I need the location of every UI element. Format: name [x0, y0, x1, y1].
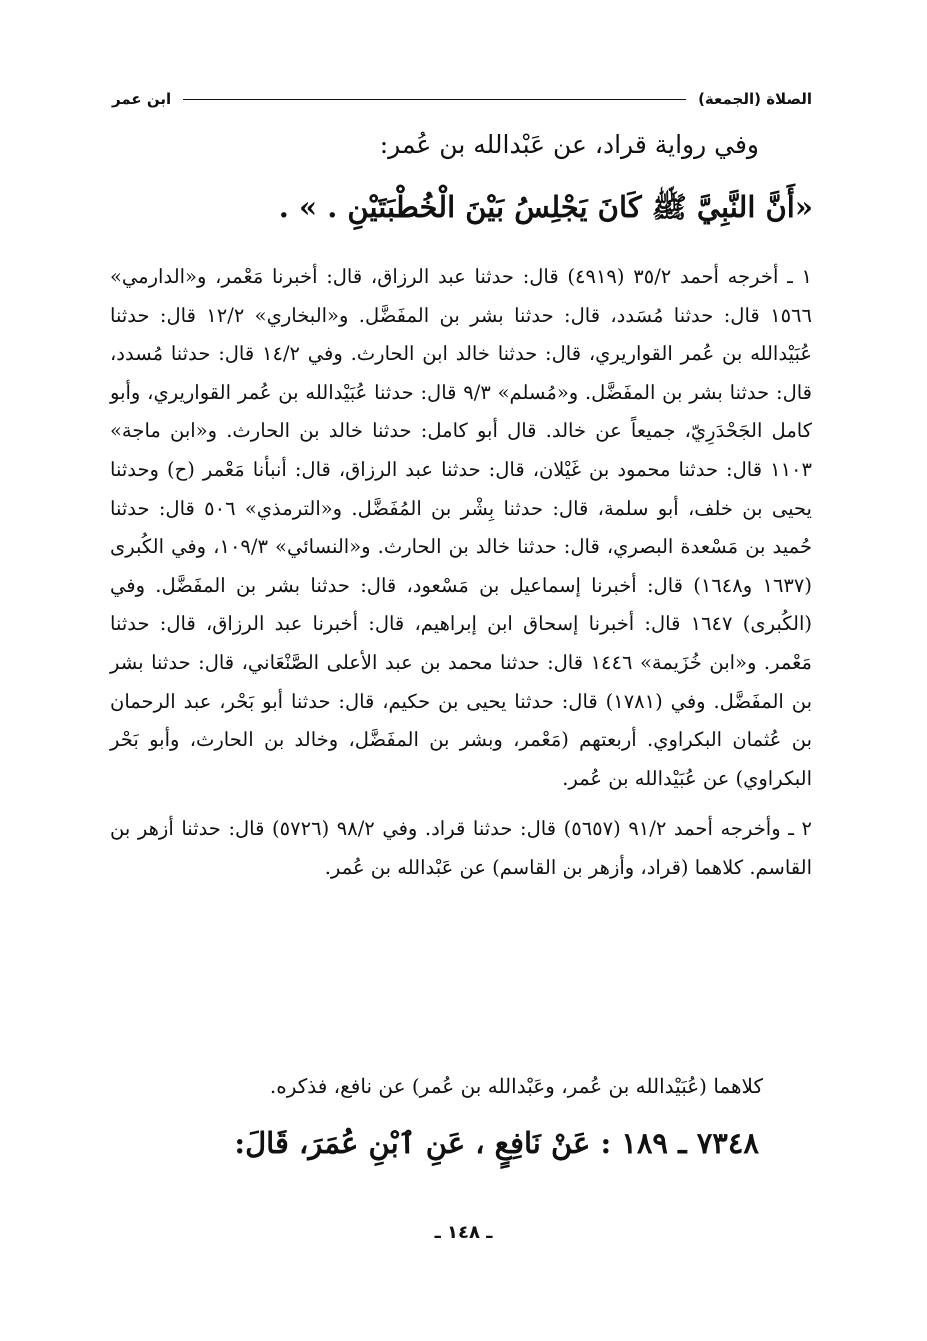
section-title: ابن عمر: [112, 90, 172, 108]
hadith-heading: ٧٣٤٨ ـ ١٨٩ : عَنْ نَافِعٍ ، عَنِ ٱبْنِ عُمَرَ، قَالَ:: [234, 1126, 759, 1160]
page-number: ـ ١٤٨ ـ: [434, 1222, 493, 1243]
running-header: [112, 86, 812, 112]
narration-intro: وفي رواية قراد، عن عَبْدالله بن عُمر:: [379, 130, 759, 159]
footnote-2: ٢ ـ وأخرجه أحمد ٩١/٢ (٥٦٥٧) قال: حدثنا قراد. وفي ٩٨/٢ (٥٧٢٦) قال: حدثنا أزهر بن القاسم. كلاهما (قراد، وأزهر بن القاسم) عن عَبْدالله بن عُمر.: [110, 817, 813, 879]
hadith-quote: «أَنَّ النَّبِيَّ ﷺ كَانَ يَجْلِسُ بَيْنَ الْخُطْبَتَيْنِ . » .: [278, 190, 813, 224]
isnad-summary: كلاهما (عُبَيْدالله بن عُمر، وعَبْدالله بن عُمر) عن نافع، فذكره.: [269, 1074, 763, 1098]
footnotes: [110, 258, 812, 888]
footnote-1: ١ ـ أخرجه أحمد ٣٥/٢ (٤٩١٩) قال: حدثنا عبد الرزاق، قال: أخبرنا مَعْمر، و«الدارمي» ١٥٦٦ قال: حدثنا مُسَدد، قال: حدثنا بشر بن المفَضَّل. و«البخاري» ١٢/٢ قال: حدثنا عُبَيْدالله بن عُمر القواريري، قال: حدثنا خالد ابن الحارث. وفي ١٤/٢ قال: حدثنا مُسدد، قال: حدثنا بشر بن المفَضَّل. و«مُسلم» ٩/٣ قال: حدثنا عُبَيْدالله بن عُمر القواريري، وأبو كامل الجَحْدَرِيّ، جميعاً عن خالد. قال أبو كامل: حدثنا خالد بن الحارث. و«ابن ماجة» ١١٠٣ قال: حدثنا محمود بن غَيْلان، قال: حدثنا عبد الرزاق، قال: أنبأنا مَعْمر (ح) وحدثنا يحيى بن خلف، أبو سلمة، قال: حدثنا بِشْر بن المُفَضَّل. و«الترمذي» ٥٠٦ قال: حدثنا حُميد بن مَسْعدة البصري، قال: حدثنا خالد بن الحارث. و«النسائي» ١٠٩/٣، وفي الكُبرى (١٦٣٧ و١٦٤٨) قال: أخبرنا إسماعيل بن مَسْعود، قال: حدثنا بشر بن المفَضَّل. وفي (الكُبرى) ١٦٤٧ قال: أخبرنا إسحاق ابن إبراهيم، قال: أخبرنا عبد الرزاق، قال: حدثنا مَعْمر. و«ابن خُزَيمة» ١٤٤٦ قال: حدثنا محمد بن عبد الأعلى الصَّنْعَاني، قال: حدثنا بشر بن المفَضَّل. وفي (١٧٨١) قال: حدثنا يحيى بن حكيم، قال: حدثنا أبو بَحْر، عبد الرحمان بن عُثمان البكراوي. أربعتهم (مَعْمر، وبشر بن المفَضَّل، وخالد بن الحارث، وأبو بَحْر البكراوي) عن عُبَيْدالله بن عُمر.: [110, 265, 813, 790]
chapter-title: الصلاة (الجمعة): [698, 90, 812, 108]
header-rule: [183, 99, 686, 100]
